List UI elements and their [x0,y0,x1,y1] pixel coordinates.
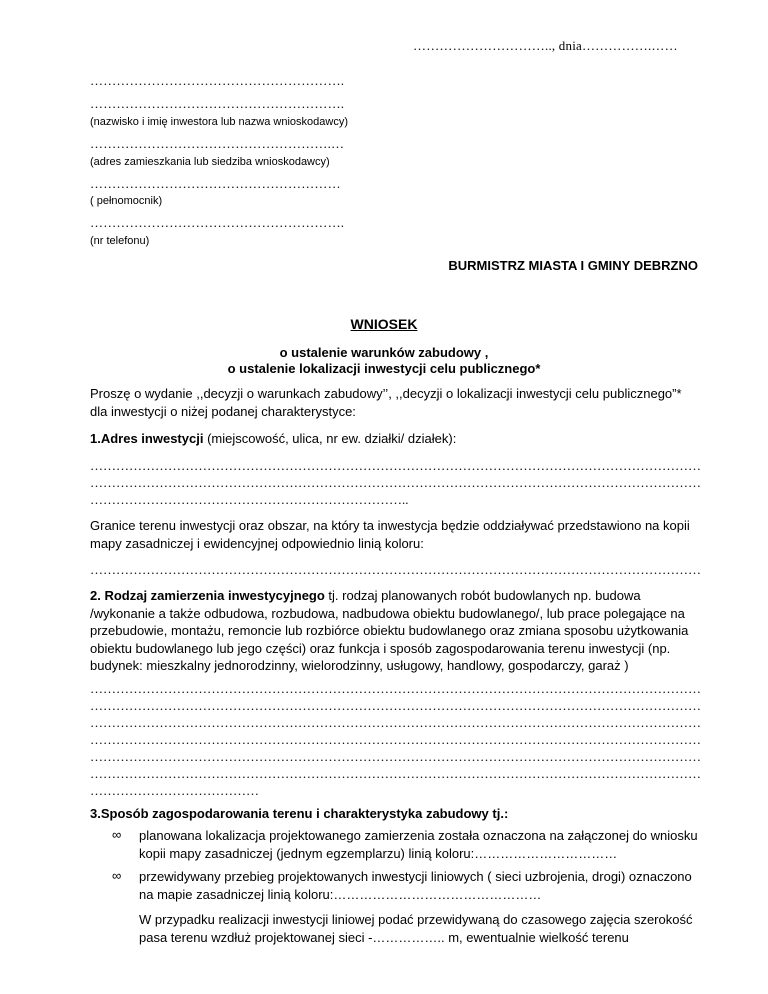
place-date-line[interactable]: ………………………….., dnia…………….…… [413,38,678,53]
applicant-name-line-1[interactable]: …………………………………………………. [90,73,345,88]
section2-fill-line-5[interactable]: …………………………………………………………………………………………………………………………… [90,749,701,764]
applicant-name-line-2[interactable]: …………………………………………………. [90,96,345,111]
boundary-text: Granice terenu inwestycji oraz obszar, na który ta inwestycja będzie oddziaływać przedstawiono na kopii mapy zasadniczej i ewidencyjnej odpowiednio linią koloru: [90,518,690,551]
intro-text: Proszę o wydanie ,,decyzji o warunkach zabudowy’’, ,,decyzji o lokalizacji inwestycji celu publicznego”* dla inwestycji o niżej podanej charakterystyce: [90,386,682,419]
proxy-caption: ( pełnomocnik) [90,195,163,207]
section2-fill-line-2[interactable]: …………………………………………………………………………………………………………………………… [90,698,701,713]
section2-fill-line-7[interactable]: ………………………………… [90,783,259,798]
name-caption: (nazwisko i imię inwestora lub nazwa wnioskodawcy) [90,116,348,128]
section1-fill-line-3[interactable]: ……………………………………………………………….. [90,492,409,507]
boundary-fill-line[interactable]: …………………………………………………………………………………………………………………………… [90,562,701,577]
section1-fill-line-2[interactable]: …………………………………………………………………………………………………………………………… [90,475,701,490]
proxy-line[interactable]: ………………………………………………… [90,176,341,191]
bullet-2-mark: ∞ [112,868,122,883]
section2-heading-bold: 2. Rodzaj zamierzenia inwestycyjnego [90,588,325,603]
address-caption: (adres zamieszkania lub siedziba wnioskodawcy) [90,156,330,168]
phone-line[interactable]: …………………………………………………. [90,215,345,230]
bullet-1-text: planowana lokalizacja projektowanego zamierzenia została oznaczona na załączonej do wniosku kopii mapy zasadniczej (jednym egzemplarzu) linią koloru:…………………………… [139,828,698,861]
section1-heading-rest: (miejscowość, ulica, nr ew. działki/ działek): [203,431,457,446]
bullet-2-text: przewidywany przebieg projektowanych inwestycji liniowych ( sieci uzbrojenia, drogi) oznaczono na mapie zasadniczej linią koloru:………………………………………… [139,869,692,902]
linear-investment-note: W przypadku realizacji inwestycji liniowej podać przewidywaną do czasowego zajęcia szerokość pasa terenu wzdłuż projektowanej sieci -…………….. m, ewentualnie wielkość terenu [139,912,693,945]
form-title: WNIOSEK [350,316,418,332]
section2-fill-line-6[interactable]: …………………………………………………………………………………………………………………………… [90,766,701,781]
section3-heading: 3.Sposób zagospodarowania terenu i charakterystyka zabudowy tj.: [90,806,509,821]
applicant-address-line[interactable]: ……………………………………………….… [90,136,345,151]
form-subtitle-1: o ustalenie warunków zabudowy , [279,345,489,360]
section1-heading-bold: 1.Adres inwestycji [90,431,204,446]
section1-fill-line-1[interactable]: …………………………………………………………………………………………………………………………… [90,458,701,473]
section2-heading-rest: tj. rodzaj planowanych robót budowlanych np. budowa /wykonanie a także odbudowa, rozbudowa, nadbudowa obiektu budowlanego/, lub prace polegające na przebudowie, montażu, remoncie lub rozbiórce obiektu budowlanego oraz zmiana sposobu użytkowania obiektu budowlanego lub jego części) oraz funkcja i sposób zagospodarowania terenu inwestycji (np. budynek: mieszkalny jednorodzinny, wielorodzinny, usługowy, handlowy, gospodarczy, garaż ) [90,588,689,673]
section2-fill-line-1[interactable]: …………………………………………………………………………………………………………………………… [90,681,701,696]
phone-caption: (nr telefonu) [90,235,150,247]
section1-heading [90,430,702,448]
section2-fill-line-4[interactable]: …………………………………………………………………………………………………………………………… [90,732,701,747]
addressee: BURMISTRZ MIASTA I GMINY DEBRZNO [448,258,698,273]
form-subtitle-2: o ustalenie lokalizacji inwestycji celu publicznego* [227,361,541,376]
bullet-1-mark: ∞ [112,827,122,842]
section2-heading [90,587,702,675]
section2-fill-line-3[interactable]: …………………………………………………………………………………………………………………………… [90,715,701,730]
